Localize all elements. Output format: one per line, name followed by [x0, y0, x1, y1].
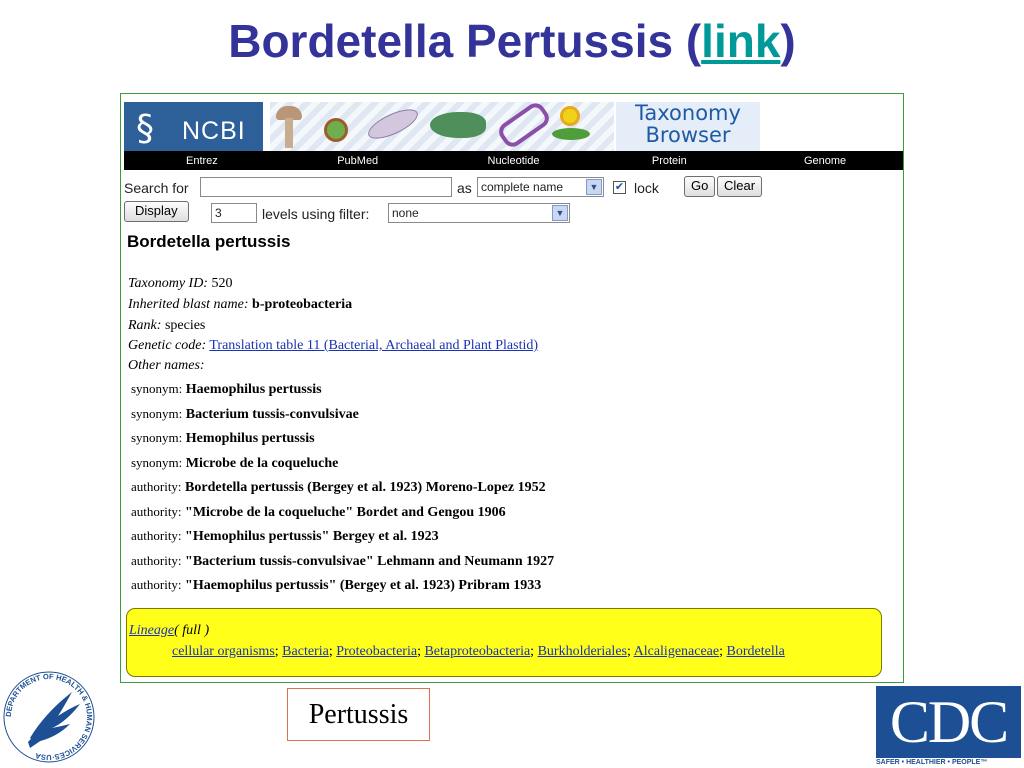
organism-details [121, 226, 903, 682]
hhs-eagle-logo [0, 668, 98, 766]
flower-icon [560, 106, 580, 126]
ncbi-helix-icon: § [136, 108, 154, 149]
search-input[interactable] [200, 177, 452, 197]
lineage-item[interactable]: Betaproteobacteria [424, 644, 531, 659]
ncbi-logo-text: NCBI [182, 117, 246, 145]
filter-select[interactable] [388, 203, 570, 223]
other-name-row: synonym: Bacterium tussis-convulsivae [131, 406, 359, 422]
blast-name-row [128, 297, 352, 313]
cdc-tagline: SAFER • HEALTHIER • PEOPLE™ [876, 759, 988, 766]
lineage-item[interactable]: Bacteria [282, 644, 329, 659]
taxonomy-id-row [128, 276, 232, 292]
nav-protein[interactable]: Protein [651, 154, 687, 167]
lineage-header [129, 623, 209, 639]
search-row [124, 176, 903, 200]
cell-icon [324, 118, 348, 142]
other-name-row: authority: "Hemophilus pertussis" Bergey et al. 1923 [131, 528, 439, 544]
other-name-row: authority: "Microbe de la coqueluche" Bordet and Gengou 1906 [131, 504, 506, 520]
fish-icon [430, 112, 486, 138]
cdc-logo-mark: CDC [876, 686, 1021, 758]
rank-row [128, 318, 205, 334]
blast-name-label: Inherited blast name: [128, 297, 249, 312]
lineage-item[interactable]: cellular organisms [172, 644, 275, 659]
lineage-full-link[interactable]: ( full ) [174, 623, 210, 638]
lineage-item[interactable]: Alcaligenaceae [633, 644, 720, 659]
lineage-item[interactable]: Proteobacteria [336, 644, 418, 659]
title-text: Bordetella Pertussis ( [228, 15, 702, 67]
nav-genome[interactable]: Genome [803, 154, 847, 167]
bacteria-chain-icon [495, 99, 553, 150]
mushroom-stem-icon [285, 118, 293, 148]
cdc-logo [876, 686, 1024, 768]
display-row [124, 202, 903, 226]
other-name-row: authority: "Bacterium tussis-convulsivae" Lehmann and Neumann 1927 [131, 553, 555, 569]
feather-icon [364, 104, 421, 145]
genetic-code-label: Genetic code: [128, 338, 207, 353]
other-name-row: authority: "Haemophilus pertussis" (Bergey et al. 1923) Pribram 1933 [131, 577, 542, 593]
entrez-navbar [124, 151, 903, 170]
nav-pubmed[interactable]: PubMed [337, 154, 379, 167]
rank-label: Rank: [128, 318, 162, 333]
caption-box: Pertussis [287, 688, 430, 741]
clear-button[interactable]: Clear [717, 176, 762, 197]
as-label: as [457, 180, 472, 196]
ncbi-logo[interactable] [124, 102, 263, 151]
blast-name-value: b-proteobacteria [252, 297, 353, 312]
nav-nucleotide[interactable]: Nucleotide [487, 154, 540, 167]
genetic-code-row [128, 338, 538, 354]
filter-value: none [392, 206, 419, 220]
chevron-down-icon: ▼ [586, 179, 602, 195]
genetic-code-link[interactable]: Translation table 11 (Bacterial, Archaeal and Plant Plastid) [209, 338, 539, 353]
organisms-banner-image [270, 102, 614, 151]
taxonomy-id-label: Taxonomy ID: [128, 276, 208, 291]
other-name-row: authority: Bordetella pertussis (Bergey et al. 1923) Moreno-Lopez 1952 [131, 479, 546, 495]
title-suffix: ) [780, 15, 796, 67]
display-button[interactable]: Display [124, 201, 189, 222]
chevron-down-icon: ▼ [552, 205, 568, 221]
lineage-item[interactable]: Burkholderiales [537, 644, 627, 659]
go-button[interactable]: Go [684, 176, 715, 197]
levels-input[interactable]: 3 [211, 203, 257, 223]
lock-label: lock [634, 180, 659, 196]
rank-value: species [164, 318, 206, 333]
other-name-row: synonym: Haemophilus pertussis [131, 381, 322, 397]
search-type-value: complete name [481, 180, 564, 194]
hhs-ring-text: DEPARTMENT OF HEALTH & HUMAN SERVICES·USA [3, 671, 95, 763]
ncbi-banner [124, 102, 760, 151]
nav-entrez[interactable]: Entrez [186, 154, 218, 167]
taxonomy-browser-title [616, 102, 760, 151]
other-names-heading: Other names: [128, 358, 205, 373]
leaf-icon [552, 128, 590, 140]
levels-label: levels using filter: [262, 206, 370, 222]
other-name-row: synonym: Microbe de la coqueluche [131, 455, 339, 471]
search-type-select[interactable] [477, 177, 604, 197]
title-link[interactable]: link [701, 15, 781, 67]
taxonomy-browser-screenshot [120, 93, 904, 683]
search-for-label: Search for [124, 180, 189, 196]
lineage-link[interactable]: Lineage [129, 623, 175, 638]
other-name-row: synonym: Hemophilus pertussis [131, 430, 315, 446]
lineage-path: cellular organisms; Bacteria; Proteobacteria; Betaproteobacteria; Burkholderiales; Alcaligenaceae; Bordetella [172, 644, 785, 659]
lock-checkbox[interactable]: ✔ [614, 181, 625, 193]
slide-title [0, 14, 1024, 68]
lineage-box [126, 608, 882, 677]
title-line-1: Taxonomy [635, 101, 741, 125]
organism-heading: Bordetella pertussis [127, 232, 291, 251]
title-line-2: Browser [645, 123, 731, 147]
lineage-item[interactable]: Bordetella [726, 644, 785, 659]
taxonomy-id-value: 520 [211, 276, 233, 291]
